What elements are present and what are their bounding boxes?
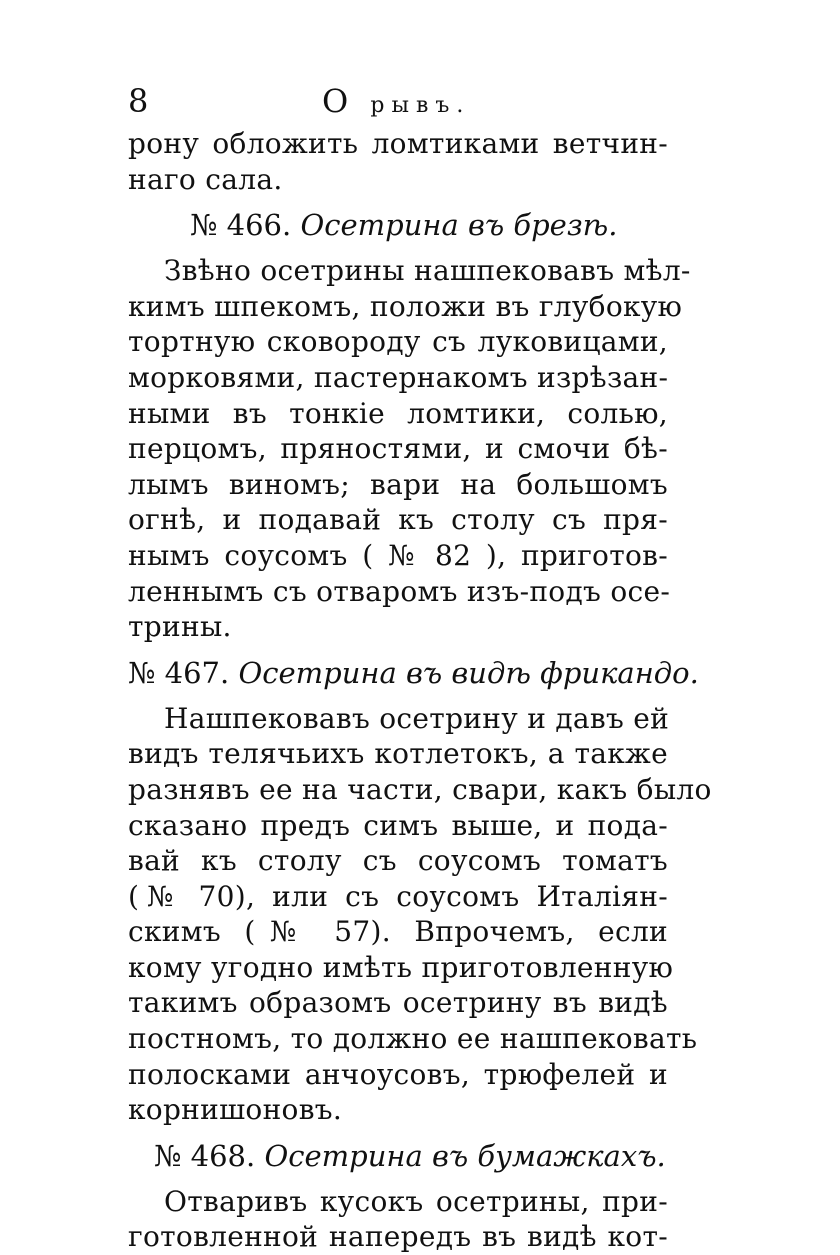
recipe-heading — [128, 1138, 668, 1174]
recipe-title: Осетрина въ брезѣ. — [300, 208, 618, 243]
recipe-heading — [128, 655, 699, 691]
intro-paragraph — [128, 126, 668, 197]
text-line: (№ 70), или съ соусомъ Италіян- — [128, 879, 668, 913]
page-body — [128, 126, 712, 1255]
text-line: ными въ тонкіе ломтики, солью, — [128, 396, 668, 430]
text-line: трины. — [128, 610, 232, 644]
text-line: Нашпековавъ осетрину и давъ ей — [164, 701, 670, 735]
text-line: рону обложить ломтиками ветчин- — [128, 127, 668, 160]
text-line: кимъ шпекомъ, положи въ глубокую — [128, 289, 683, 323]
recipe-title: Осетрина въ видѣ фрикандо. — [238, 655, 699, 690]
running-head — [322, 82, 470, 120]
text-line: леннымъ съ отваромъ изъ-подъ осе- — [128, 574, 671, 608]
text-line: скимъ (№ 57). Впрочемъ, если — [128, 915, 668, 949]
page-header — [128, 82, 728, 126]
text-line: такимъ образомъ осетрину въ видѣ — [128, 986, 668, 1020]
text-line: корнишоновъ. — [128, 1093, 343, 1127]
text-line: морковями, пастернакомъ изрѣзан- — [128, 360, 669, 394]
text-line: разнявъ ее на части, свари, какъ было — [128, 772, 712, 806]
recipe-468 — [128, 1138, 668, 1255]
recipe-466 — [128, 207, 691, 645]
text-line: нымъ соусомъ ( № 82 ), приготов- — [128, 538, 668, 572]
text-line: лымъ виномъ; вари на большомъ — [128, 467, 668, 501]
recipe-467 — [128, 655, 712, 1128]
recipe-title: Осетрина въ бумажкахъ. — [264, 1138, 666, 1173]
text-line: кому угодно имѣть приготовленную — [128, 950, 674, 984]
text-line: сказано предъ симъ выше, и пода- — [128, 808, 668, 842]
text-line: огнѣ, и подавай къ столу съ пря- — [128, 503, 668, 537]
recipe-number: № 467. — [128, 655, 230, 690]
running-head-rest: рывъ. — [370, 93, 471, 118]
text-line: вай къ столу съ соусомъ томатъ — [128, 844, 668, 878]
text-line: тортную сковороду съ луковицами, — [128, 325, 668, 359]
running-head-initial: О — [322, 82, 355, 120]
recipe-number: № 468. — [154, 1138, 256, 1173]
text-line: полосками анчоусовъ, трюфелей и — [128, 1057, 668, 1091]
recipe-heading — [128, 207, 668, 243]
page-number: 8 — [128, 82, 149, 120]
text-line: наго сала. — [128, 162, 283, 196]
text-line: видъ телячьихъ котлетокъ, а также — [128, 737, 668, 771]
recipe-number: № 466. — [190, 208, 292, 243]
text-line: перцомъ, пряностями, и смочи бѣ- — [128, 432, 668, 466]
text-line: постномъ, то должно ее нашпековать — [128, 1022, 698, 1056]
text-line: готовленной напередъ въ видѣ кот- — [128, 1220, 668, 1254]
text-line: Отваривъ кусокъ осетрины, при- — [164, 1184, 668, 1218]
text-line: Звѣно осетрины нашпековавъ мѣл- — [164, 254, 691, 288]
